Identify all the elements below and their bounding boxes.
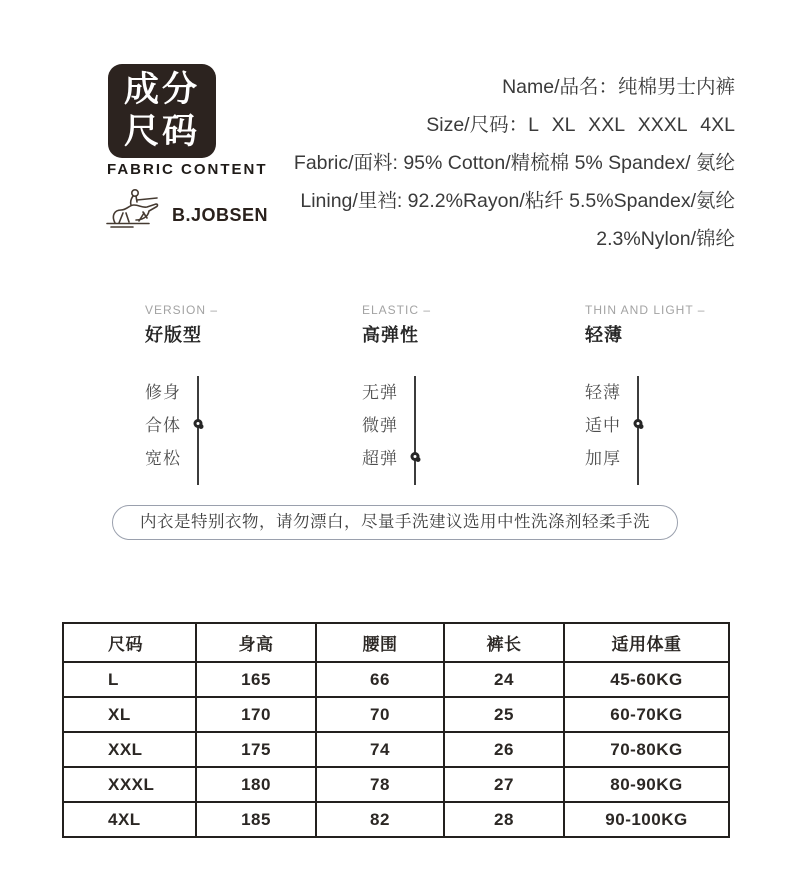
product-lining-line2: 2.3%Nylon/锦纶 [596,228,735,250]
option-slight-stretch [362,407,446,440]
feature-tag: THIN AND LIGHT – [585,303,706,317]
cell-size: XL [63,697,196,732]
cell-length: 28 [444,802,564,837]
cell-height: 180 [196,767,316,802]
cell-length: 26 [444,732,564,767]
option-label: 轻薄 [585,383,621,402]
header-waist: 腰围 [316,623,444,662]
option-loose [145,440,229,473]
header-size: 尺码 [63,623,196,662]
care-notice: 内衣是特别衣物，请勿漂白，尽量手洗建议选用中性洗涤剂轻柔手洗 [112,505,678,540]
cell-length: 25 [444,697,564,732]
fabric-content-label: FABRIC CONTENT [107,161,268,178]
cell-length: 27 [444,767,564,802]
header-weight: 适用体重 [564,623,729,662]
cell-size: XXL [63,732,196,767]
cell-waist: 74 [316,732,444,767]
feature-options [585,374,669,473]
option-slim [145,374,229,407]
polo-rider-icon [101,183,165,229]
table-row [63,732,729,767]
cell-weight: 90-100KG [564,802,729,837]
option-fitted [145,407,229,440]
cell-waist: 78 [316,767,444,802]
selected-dot-icon [634,419,643,428]
cell-size: 4XL [63,802,196,837]
feature-title: 好版型 [145,325,202,345]
product-info-block [294,68,735,258]
option-super-stretch [362,440,446,473]
cell-height: 170 [196,697,316,732]
feature-elastic [362,303,446,473]
feature-sliders [0,303,790,478]
table-header-row [63,623,729,662]
cell-weight: 60-70KG [564,697,729,732]
badge-line1: 成分 [123,70,200,109]
option-label: 加厚 [585,449,621,468]
feature-options [362,374,446,473]
table-row [63,662,729,697]
feature-options [145,374,229,473]
option-label: 微弹 [362,416,398,435]
cell-size: XXXL [63,767,196,802]
selected-dot-icon [194,419,203,428]
option-medium [585,407,669,440]
cell-weight: 45-60KG [564,662,729,697]
table-row [63,767,729,802]
option-thick [585,440,669,473]
product-name-line: Name/品名：纯棉男士内裤 [502,76,735,98]
product-size-line: Size/尺码：L XL XXL XXXL 4XL [426,114,735,136]
option-label: 修身 [145,383,181,402]
option-label: 适中 [585,416,621,435]
cell-height: 175 [196,732,316,767]
option-no-stretch [362,374,446,407]
table-row [63,697,729,732]
option-thin [585,374,669,407]
brand-name: B.JOBSEN [172,205,269,225]
cell-weight: 70-80KG [564,732,729,767]
fabric-content-badge [108,64,216,158]
feature-tag: VERSION – [145,303,219,317]
option-label: 无弹 [362,383,398,402]
cell-height: 165 [196,662,316,697]
option-label: 合体 [145,416,181,435]
cell-height: 185 [196,802,316,837]
size-table [62,622,730,838]
cell-waist: 82 [316,802,444,837]
cell-waist: 66 [316,662,444,697]
feature-title: 轻薄 [585,325,623,345]
feature-version [145,303,229,473]
feature-thin-light [585,303,705,473]
option-label: 宽松 [145,449,181,468]
cell-waist: 70 [316,697,444,732]
product-fabric-line: Fabric/面料: 95% Cotton/精梳棉 5% Spandex/ 氨纶 [293,152,735,174]
cell-length: 24 [444,662,564,697]
badge-line2: 尺码 [123,112,200,151]
product-lining-line: Lining/里裆: 92.2%Rayon/粘纤 5.5%Spandex/氨纶 [300,190,735,212]
option-label: 超弹 [362,449,398,468]
selected-dot-icon [411,452,420,461]
feature-tag: ELASTIC – [362,303,432,317]
feature-title: 高弹性 [362,325,419,345]
brand-logo-row [101,183,268,229]
header-height: 身高 [196,623,316,662]
cell-weight: 80-90KG [564,767,729,802]
table-row [63,802,729,837]
cell-size: L [63,662,196,697]
header-length: 裤长 [444,623,564,662]
